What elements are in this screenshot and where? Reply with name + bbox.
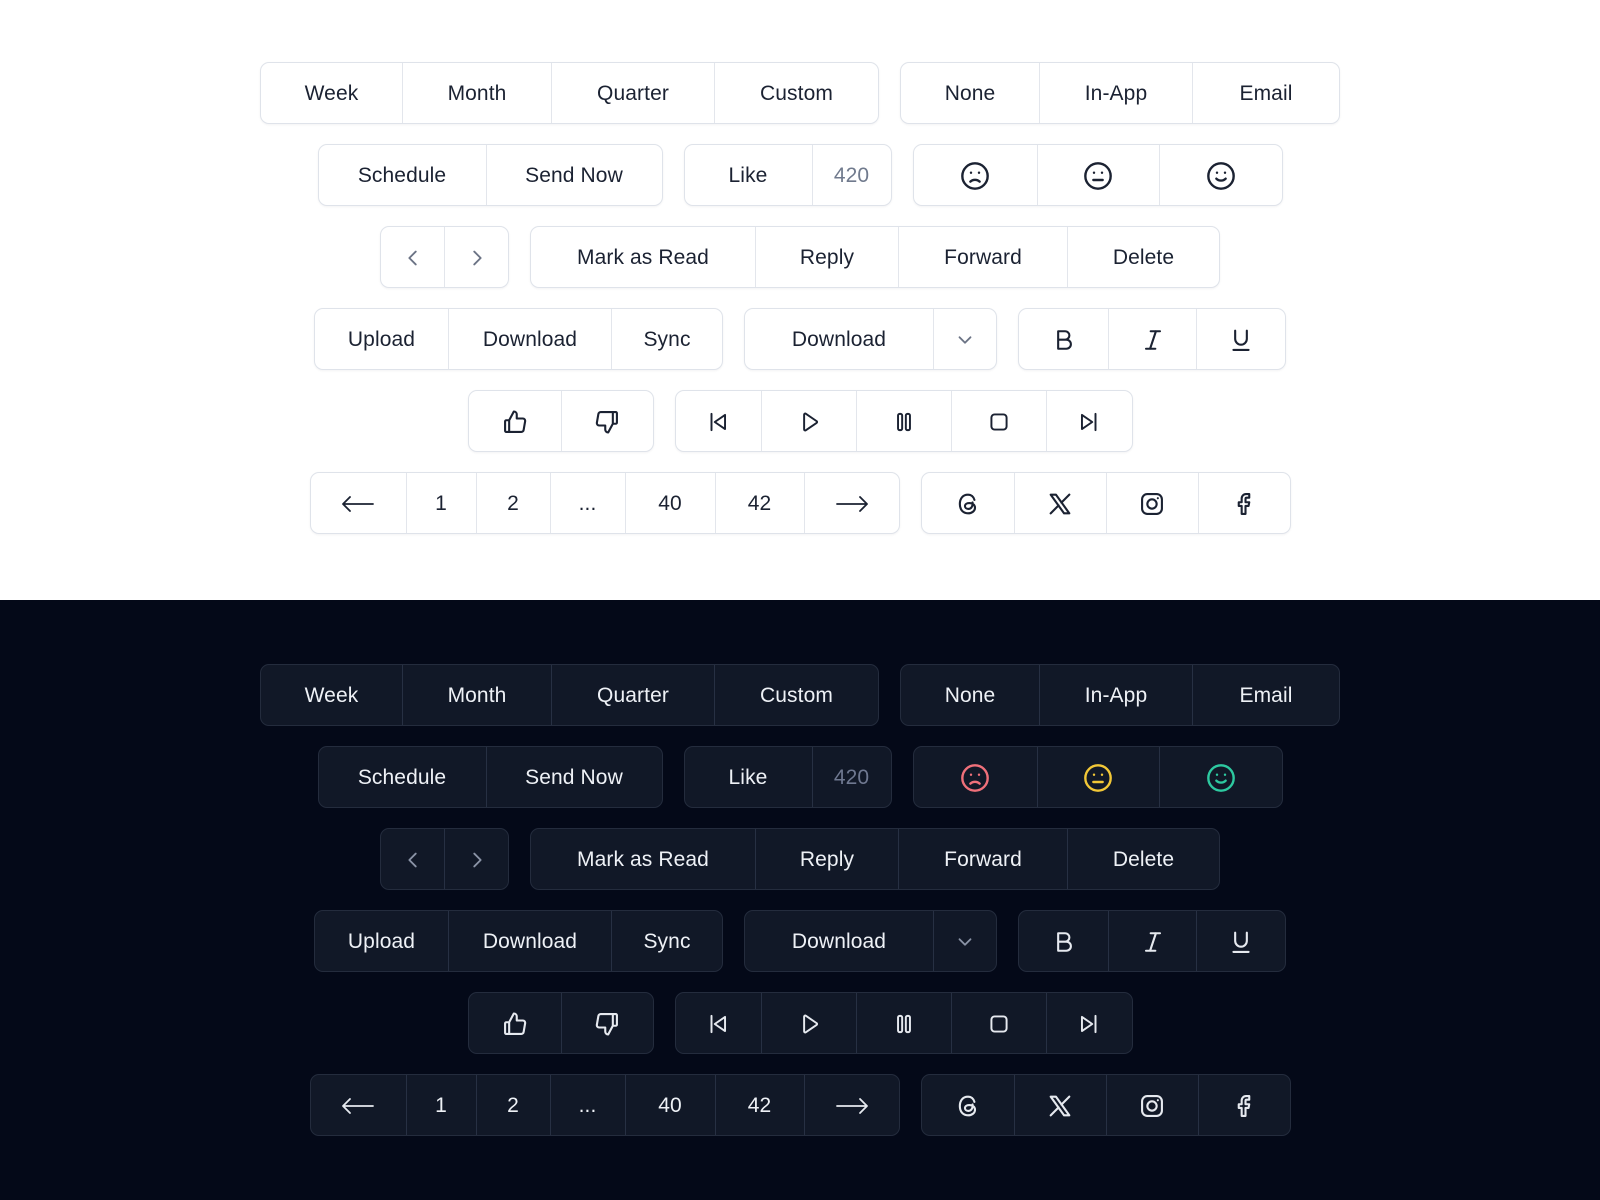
thumbs-down-button[interactable] <box>561 993 653 1054</box>
prev-next-nav <box>380 226 509 288</box>
x-link[interactable] <box>1014 1075 1106 1136</box>
upload-button[interactable]: Upload <box>347 328 416 351</box>
pause-icon <box>891 409 917 435</box>
chevron-down-icon <box>954 931 976 953</box>
page-ellipsis: ... <box>550 1075 625 1136</box>
bold-button[interactable] <box>1019 309 1108 370</box>
previous-button[interactable] <box>381 829 444 890</box>
reaction-group <box>913 144 1283 206</box>
period-selector <box>260 62 879 124</box>
arrow-right-icon <box>835 1096 869 1116</box>
reaction-group <box>913 746 1283 808</box>
page-1-button[interactable]: 1 <box>406 1075 476 1136</box>
download-split-button <box>744 910 997 972</box>
media-controls <box>675 390 1133 452</box>
file-actions <box>314 910 723 972</box>
chevron-right-icon <box>466 849 488 871</box>
thumbs-down-icon <box>593 1010 621 1038</box>
italic-icon <box>1139 928 1167 956</box>
stop-button[interactable] <box>951 993 1046 1054</box>
feedback-group <box>468 390 654 452</box>
forward-button[interactable]: Forward <box>898 829 1067 890</box>
schedule-button[interactable]: Schedule <box>357 766 447 789</box>
media-controls <box>675 992 1133 1054</box>
period-custom-button[interactable]: Custom <box>714 665 878 726</box>
period-month-button[interactable]: Month <box>402 665 551 726</box>
like-button[interactable]: Like <box>728 164 768 187</box>
pagination <box>310 472 900 534</box>
arrow-right-icon <box>835 494 869 514</box>
page-40-button[interactable]: 40 <box>625 1075 715 1136</box>
download-main-button[interactable]: Download <box>791 328 887 351</box>
facebook-link[interactable] <box>1198 1075 1290 1136</box>
x-link[interactable] <box>1014 473 1106 534</box>
skip-forward-button[interactable] <box>1046 993 1132 1054</box>
italic-button[interactable] <box>1108 309 1196 370</box>
sync-button[interactable]: Sync <box>611 911 722 972</box>
next-button[interactable] <box>444 829 508 890</box>
social-links <box>921 1074 1291 1136</box>
instagram-link[interactable] <box>1106 473 1198 534</box>
skip-forward-icon <box>1076 1011 1102 1037</box>
pagination-next-button[interactable] <box>804 473 899 534</box>
sad-face-icon <box>959 762 991 794</box>
sad-reaction-button[interactable] <box>914 747 1037 808</box>
happy-reaction-button[interactable] <box>1159 747 1282 808</box>
neutral-face-icon <box>1082 160 1114 192</box>
delete-button[interactable]: Delete <box>1067 829 1219 890</box>
reply-button[interactable]: Reply <box>755 227 898 288</box>
period-week-button[interactable]: Week <box>304 82 359 105</box>
stop-icon <box>986 409 1012 435</box>
send-options <box>318 144 663 206</box>
like-button[interactable]: Like <box>728 766 768 789</box>
text-format-toolbar <box>1018 308 1286 370</box>
x-icon <box>1046 1092 1074 1120</box>
instagram-icon <box>1138 1092 1166 1120</box>
delete-button[interactable]: Delete <box>1067 227 1219 288</box>
reply-button[interactable]: Reply <box>755 829 898 890</box>
chevron-left-icon <box>402 849 424 871</box>
channel-none-button[interactable]: None <box>944 82 996 105</box>
threads-link[interactable] <box>922 1075 1014 1136</box>
prev-next-nav <box>380 828 509 890</box>
download-main-button[interactable]: Download <box>791 930 887 953</box>
send-now-button[interactable]: Send Now <box>486 145 662 206</box>
period-quarter-button[interactable]: Quarter <box>551 665 714 726</box>
chevron-down-icon <box>954 329 976 351</box>
dark-theme-panel <box>0 600 1600 1200</box>
underline-icon <box>1227 326 1255 354</box>
arrow-left-icon <box>341 494 375 514</box>
send-now-button[interactable]: Send Now <box>486 747 662 808</box>
facebook-icon <box>1230 490 1258 518</box>
neutral-face-icon <box>1082 762 1114 794</box>
play-button[interactable] <box>761 391 856 452</box>
period-custom-button[interactable]: Custom <box>714 63 878 124</box>
x-icon <box>1046 490 1074 518</box>
underline-button[interactable] <box>1196 309 1285 370</box>
upload-button[interactable]: Upload <box>347 930 416 953</box>
thumbs-down-button[interactable] <box>561 391 653 452</box>
like-count: 420 <box>812 145 891 206</box>
chevron-left-icon <box>402 247 424 269</box>
download-button[interactable]: Download <box>448 309 611 370</box>
facebook-link[interactable] <box>1198 473 1290 534</box>
pause-button[interactable] <box>856 391 951 452</box>
bold-icon <box>1050 928 1078 956</box>
feedback-group <box>468 992 654 1054</box>
period-selector <box>260 664 879 726</box>
play-icon <box>796 1011 822 1037</box>
italic-icon <box>1139 326 1167 354</box>
italic-button[interactable] <box>1108 911 1196 972</box>
channel-in-app-button[interactable]: In-App <box>1039 665 1192 726</box>
page-ellipsis: ... <box>550 473 625 534</box>
thumbs-down-icon <box>593 408 621 436</box>
pagination-prev-button[interactable] <box>311 1075 406 1136</box>
period-month-button[interactable]: Month <box>402 63 551 124</box>
thumbs-up-button[interactable] <box>469 391 561 452</box>
like-group <box>684 746 892 808</box>
pagination-next-button[interactable] <box>804 1075 899 1136</box>
period-week-button[interactable]: Week <box>304 684 359 707</box>
underline-icon <box>1227 928 1255 956</box>
email-actions <box>530 828 1220 890</box>
pause-icon <box>891 1011 917 1037</box>
mark-as-read-button[interactable]: Mark as Read <box>577 848 709 871</box>
text-format-toolbar <box>1018 910 1286 972</box>
skip-back-button[interactable] <box>676 993 761 1054</box>
notification-channel-selector <box>900 62 1340 124</box>
download-dropdown-toggle[interactable] <box>933 911 996 972</box>
send-options <box>318 746 663 808</box>
thumbs-up-button[interactable] <box>469 993 561 1054</box>
happy-face-icon <box>1205 160 1237 192</box>
stop-button[interactable] <box>951 391 1046 452</box>
page-2-button[interactable]: 2 <box>476 1075 550 1136</box>
notification-channel-selector <box>900 664 1340 726</box>
download-dropdown-toggle[interactable] <box>933 309 996 370</box>
skip-back-icon <box>705 409 731 435</box>
file-actions <box>314 308 723 370</box>
download-split-button <box>744 308 997 370</box>
like-group <box>684 144 892 206</box>
page-42-button[interactable]: 42 <box>715 1075 804 1136</box>
channel-none-button[interactable]: None <box>944 684 996 707</box>
sync-button[interactable]: Sync <box>611 309 722 370</box>
arrow-left-icon <box>341 1096 375 1116</box>
threads-link[interactable] <box>922 473 1014 534</box>
like-count: 420 <box>812 747 891 808</box>
skip-back-button[interactable] <box>676 391 761 452</box>
happy-face-icon <box>1205 762 1237 794</box>
neutral-reaction-button[interactable] <box>1037 145 1159 206</box>
forward-button[interactable]: Forward <box>898 227 1067 288</box>
page-1-button[interactable]: 1 <box>406 473 476 534</box>
thumbs-up-icon <box>501 1010 529 1038</box>
page-40-button[interactable]: 40 <box>625 473 715 534</box>
channel-in-app-button[interactable]: In-App <box>1039 63 1192 124</box>
channel-email-button[interactable]: Email <box>1192 63 1339 124</box>
period-quarter-button[interactable]: Quarter <box>551 63 714 124</box>
social-links <box>921 472 1291 534</box>
threads-icon <box>954 490 982 518</box>
mark-as-read-button[interactable]: Mark as Read <box>577 246 709 269</box>
facebook-icon <box>1230 1092 1258 1120</box>
next-button[interactable] <box>444 227 508 288</box>
underline-button[interactable] <box>1196 911 1285 972</box>
play-button[interactable] <box>761 993 856 1054</box>
skip-back-icon <box>705 1011 731 1037</box>
channel-email-button[interactable]: Email <box>1192 665 1339 726</box>
page-42-button[interactable]: 42 <box>715 473 804 534</box>
pagination-prev-button[interactable] <box>311 473 406 534</box>
instagram-link[interactable] <box>1106 1075 1198 1136</box>
skip-forward-icon <box>1076 409 1102 435</box>
schedule-button[interactable]: Schedule <box>357 164 447 187</box>
bold-icon <box>1050 326 1078 354</box>
sad-reaction-button[interactable] <box>914 145 1037 206</box>
pagination <box>310 1074 900 1136</box>
bold-button[interactable] <box>1019 911 1108 972</box>
threads-icon <box>954 1092 982 1120</box>
stop-icon <box>986 1011 1012 1037</box>
skip-forward-button[interactable] <box>1046 391 1132 452</box>
page-2-button[interactable]: 2 <box>476 473 550 534</box>
thumbs-up-icon <box>501 408 529 436</box>
previous-button[interactable] <box>381 227 444 288</box>
pause-button[interactable] <box>856 993 951 1054</box>
instagram-icon <box>1138 490 1166 518</box>
play-icon <box>796 409 822 435</box>
email-actions <box>530 226 1220 288</box>
download-button[interactable]: Download <box>448 911 611 972</box>
chevron-right-icon <box>466 247 488 269</box>
sad-face-icon <box>959 160 991 192</box>
neutral-reaction-button[interactable] <box>1037 747 1159 808</box>
happy-reaction-button[interactable] <box>1159 145 1282 206</box>
